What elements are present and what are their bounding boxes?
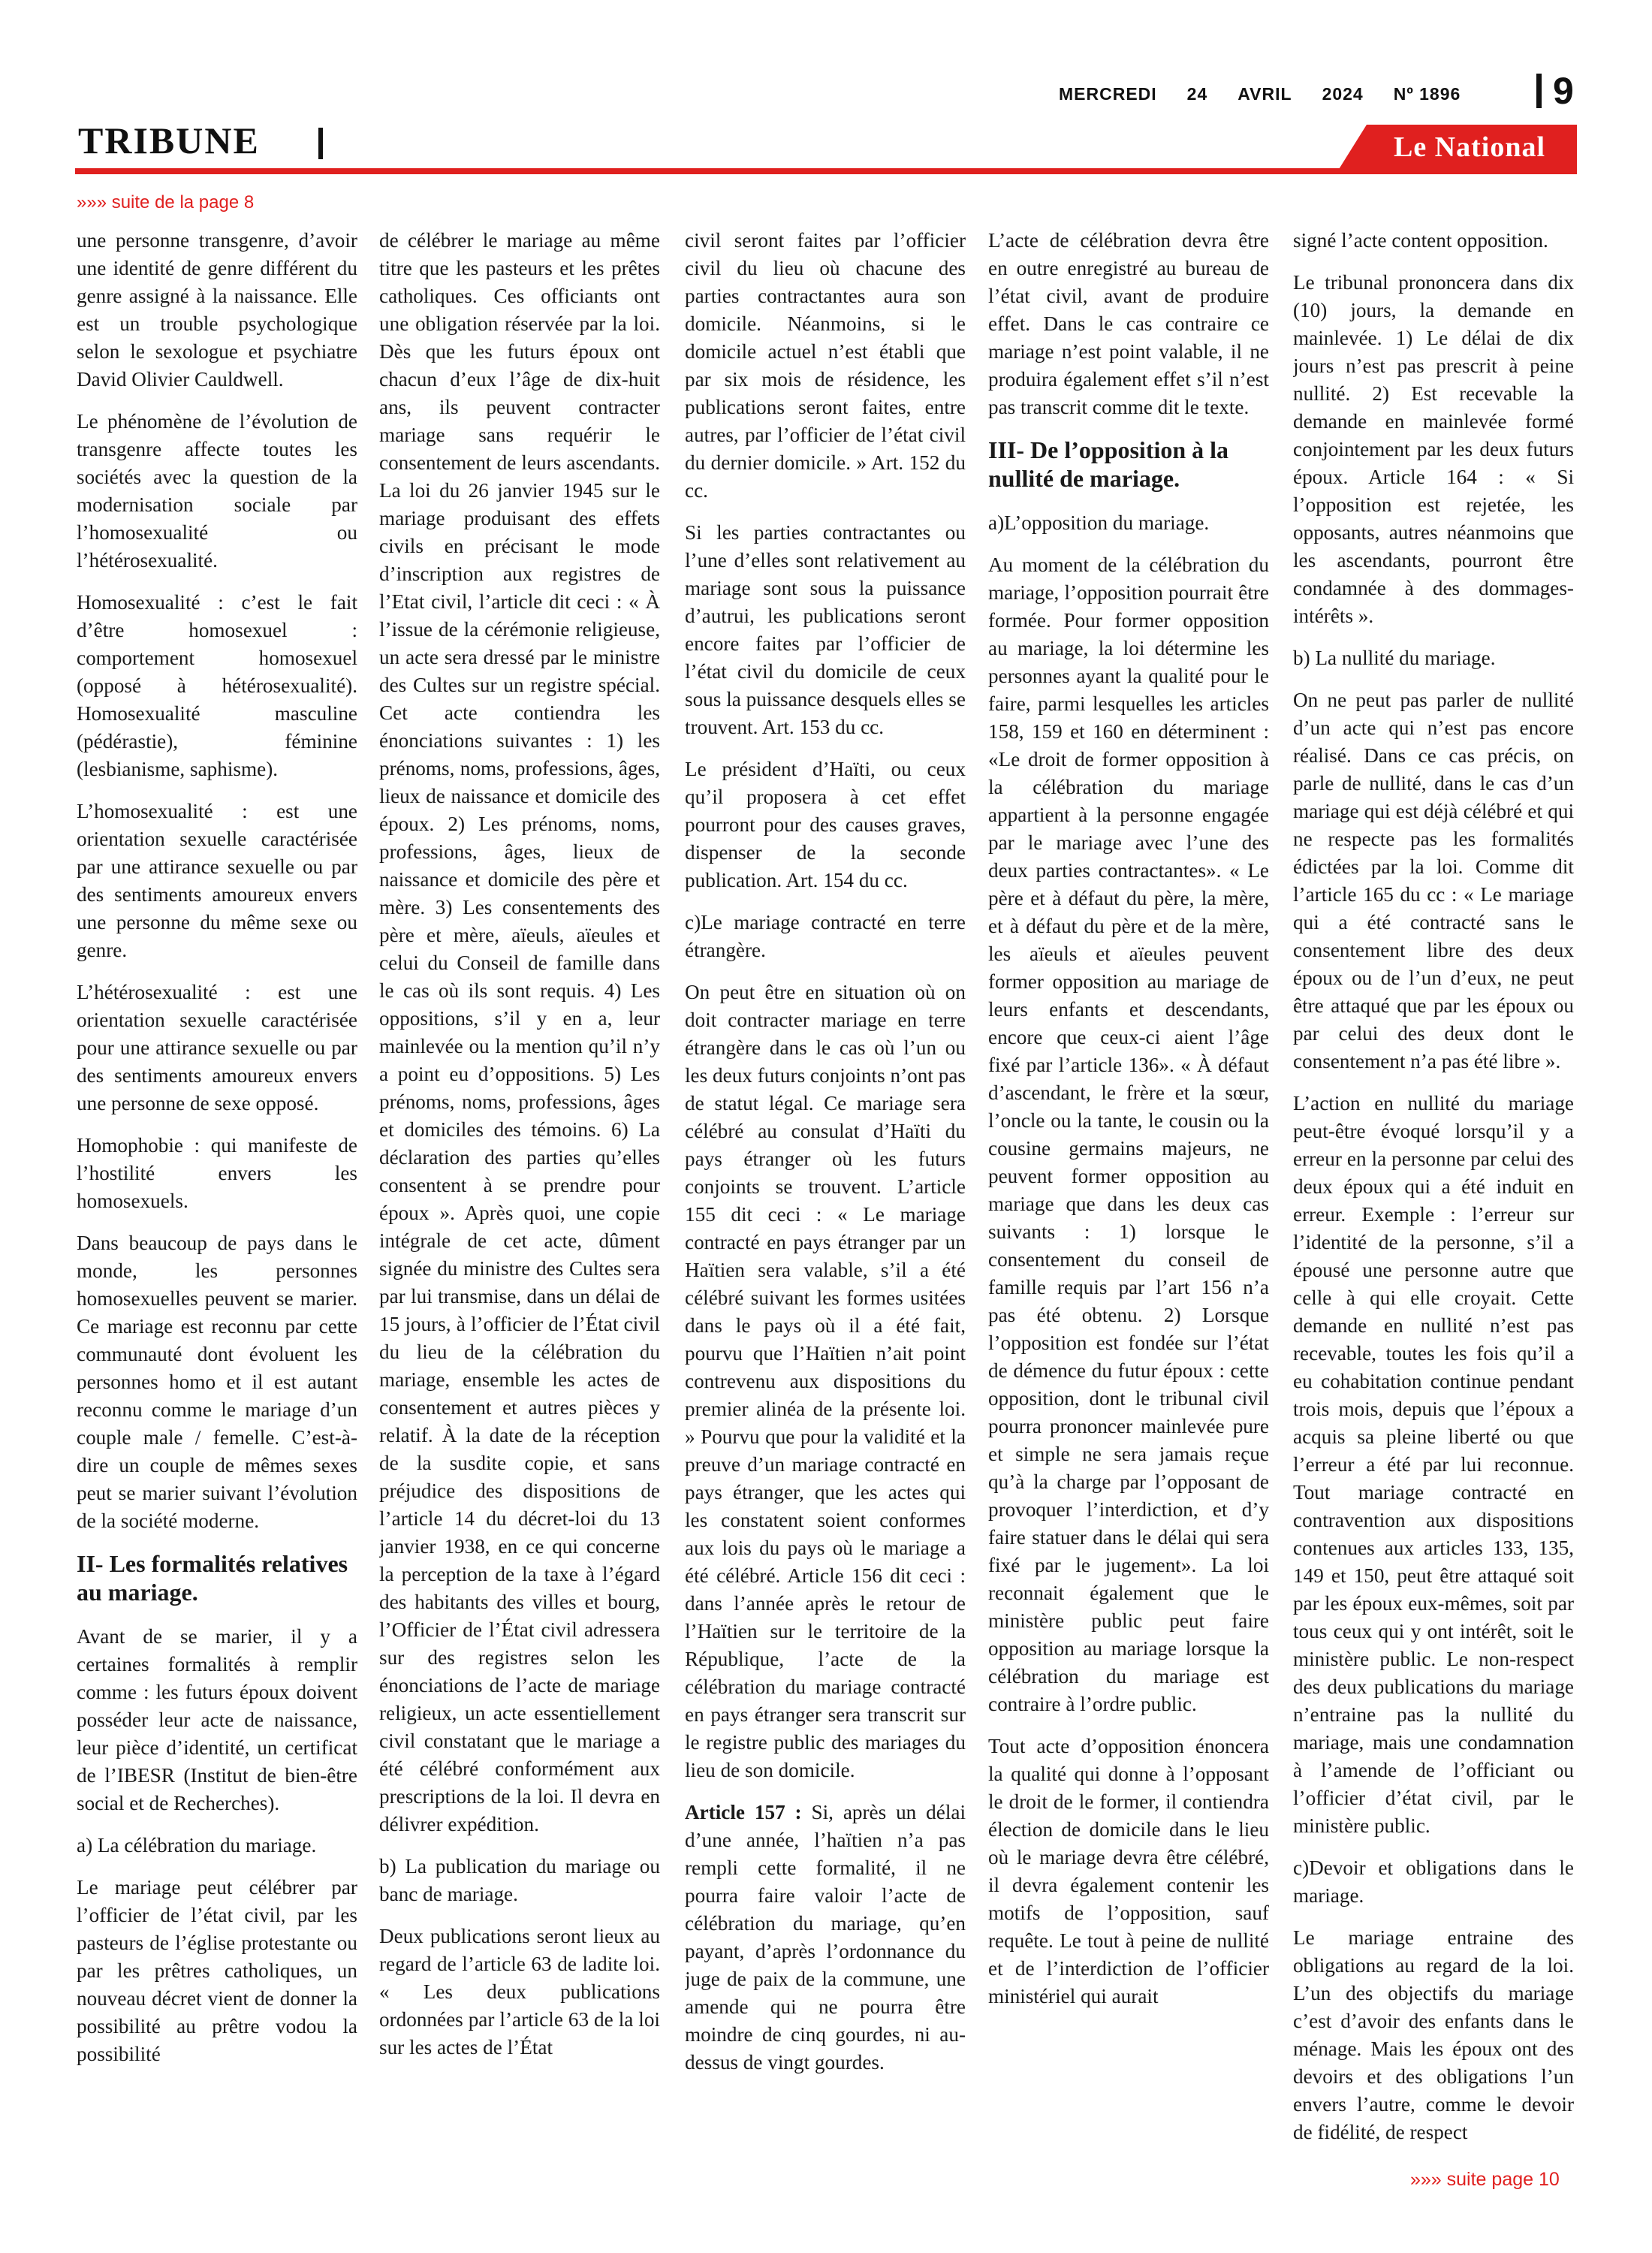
paragraph: signé l’acte content opposition. <box>1293 229 1548 252</box>
section-divider <box>318 128 323 159</box>
paragraph: Au moment de la célébration du mariage, l’opposition pourrait être formée. Pour former opposition au mariage, la loi détermine les personnes ayant la qualité pour le faire, parmi lesquelles les articles 158, 159 et 160 en déterminent : «Le droit de former opposition à la célébration du mariage appartient à la personne engagée par le mariage avec l’une des deux parties contractantes». « Le père et à défaut du père, la mère, et à défaut du père et de la mère, les aïeuls et aïeules peuvent former opposition au mariage de leurs enfants et descendants, encore que ceux-ci aient l’âge fixé par l’article 136». « À défaut d’ascendant, le frère et la sœur, l’oncle ou la tante, le cousin ou la cousine germains majeurs, ne peuvent former opposition au mariage que dans les deux cas suivants : 1) lorsque le consentement du conseil de famille requis par l’art 156 n’a pas été obtenu. 2) Lorsque l’opposition est fondée sur l’état de démence du futur époux : cette opposition, dont le tribunal civil pourra prononcer mainlevée pure et simple ne sera jamais reçue qu’à la charge par l’opposant de provoquer l’interdiction, et d’y faire statuer dans le délai qui sera fixé par le jugement». La loi reconnait également que le ministère public peut faire opposition au mariage lorsque la célébration du mariage est contraire à l’ordre public. <box>988 553 1269 1715</box>
paragraph: Avant de se marier, il y a certaines formalités à remplir comme : les futurs époux doivent posséder leur acte de naissance, leur pièce d’identité, un certificat de l’IBESR (Institut de bien-être social et de Recherches). <box>77 1625 357 1814</box>
paragraph: b) La nullité du mariage. <box>1293 647 1496 669</box>
paragraph: une personne transgenre, d’avoir une identité de genre différent du genre assigné à la naissance. Elle est un trouble psychologique selon le sexologue et psychiatre David Olivier Cauldwell. <box>77 229 357 391</box>
subheading: III- De l’opposition à la nullité de mariage. <box>988 436 1229 492</box>
subheading: II- Les formalités relatives au mariage. <box>77 1550 348 1606</box>
article-column-2 <box>379 227 660 2161</box>
paragraph <box>685 1799 966 2077</box>
paragraph: b) La publication du mariage ou banc de mariage. <box>379 1855 660 1905</box>
continued-from-link[interactable]: »»» suite de la page 8 <box>77 192 255 213</box>
continued-on-link[interactable]: »»» suite page 10 <box>1410 2169 1560 2190</box>
paragraph: Le président d’Haïti, ou ceux qu’il proposera à cet effet pourront pour des causes graves, dispenser de la seconde publication. Art. 154 du cc. <box>685 758 966 891</box>
issue-meta <box>1059 84 1491 104</box>
article-label: Article 157 : <box>685 1801 802 1823</box>
issue-month: AVRIL <box>1237 84 1292 104</box>
paragraph: Tout acte d’opposition énoncera la qualité qui donne à l’opposant le droit de le former, il contiendra élection de domicile dans le lieu où le mariage devra être célébré, il devra également contenir les motifs de l’opposition, sauf requête. Le tout à peine de nullité et de l’interdiction de l’officier ministériel qui aurait <box>988 1735 1269 2007</box>
paragraph: c)Devoir et obligations dans le mariage. <box>1293 1856 1574 1907</box>
paragraph: On peut être en situation où on doit contracter mariage en terre étrangère dans le cas où l’un ou les deux futurs conjoints n’ont pas de statut légal. Ce mariage sera célébré au consulat d’Haïti du pays étranger où les futurs conjoints se trouvent. L’article 155 dit ceci : « Le mariage contracté en pays étranger par un Haïtien sera valable, s’il a été célébré suivant les formes usitées dans le pays où il a été fait, pourvu que l’Haïtien n’ait point contrevenu aux dispositions du premier alinéa de la présente loi. » Pourvu que pour la validité et la preuve d’un mariage contracté en pays étranger, que les actes qui les constatent soient conformes aux lois du pays où le mariage a été célébré. Article 156 dit ceci : dans l’année après le retour de l’Haïtien sur le territoire de la République, l’acte de la célébration du mariage contracté en pays étranger sera transcrit sur le registre public des mariages du lieu de son domicile. <box>685 981 966 1781</box>
paragraph: Le tribunal prononcera dans dix (10) jours, la demande en mainlevée. 1) Le délai de dix jours n’est pas prescrit à peine nullité. 2) Est recevable la demande en mainlevée formé conjointement par les deux futurs époux. Article 164 : « Si l’opposition est rejetée, les opposants, autres néanmoins que les ascendants, pourront être condamnée à des dommages-intérêts ». <box>1293 271 1574 627</box>
paragraph: a)L’opposition du mariage. <box>988 511 1210 534</box>
paragraph: Le phénomène de l’évolution de transgenre affecte toutes les sociétés avec la question de la modernisation sociale par l’homosexualité ou l’hétérosexualité. <box>77 410 357 572</box>
issue-day: MERCREDI <box>1059 84 1157 104</box>
paragraph: Homosexualité : c’est le fait d’être homosexuel : comportement homosexuel (opposé à hétérosexualité). Homosexualité masculine (pédérastie), féminine (lesbianisme, saphisme). <box>77 591 357 780</box>
paragraph-text: Si, après un délai d’une année, l’haïtien n’a pas rempli cette formalité, il ne pourra faire valoir l’acte de célébration du mariage, qu’en payant, d’après l’ordonnance du juge de paix de la commune, une amende qui ne pourra être moindre de cinq gourdes, ni au-dessus de vingt gourdes. <box>685 1801 966 2074</box>
page-number: 9 <box>1553 70 1574 112</box>
paragraph: Le mariage entraine des obligations au regard de la loi. L’un des objectifs du mariage c’est d’avoir des enfants dans le ménage. Mais les époux ont des devoirs et des obligations l’un envers l’autre, comme le devoir de fidélité, de respect <box>1293 1926 1574 2143</box>
article-column-3 <box>685 227 966 2161</box>
section-title: TRIBUNE <box>78 119 260 161</box>
paragraph: c)Le mariage contracté en terre étrangère. <box>685 911 966 961</box>
paragraph: On ne peut pas parler de nullité d’un acte qui n’est pas encore réalisé. Dans ce cas précis, on parle de nullité, dans le cas d’un mariage qui est déjà célébré et qui ne respecte pas les formalités édictées par la loi. Comme dit l’article 165 du cc : « Le mariage qui a été contracté sans le consentement libre des deux époux ou de l’un d’eux, ne peut être attaqué que par les époux ou par celui des deux dont le consentement n’a pas été libre ». <box>1293 689 1574 1072</box>
issue-date: 24 <box>1186 84 1208 104</box>
paragraph: L’hétérosexualité : est une orientation sexuelle caractérisée pour une attirance sexuelle ou par des sentiments amoureux envers une personne de sexe opposé. <box>77 981 357 1114</box>
issue-number: Nº 1896 <box>1393 84 1461 104</box>
article-column-1 <box>77 227 357 2161</box>
brand-name: Le National <box>1393 131 1546 163</box>
paragraph: Si les parties contractantes ou l’une d’elles sont relativement au mariage sont sous la puissance d’autrui, les publications seront encore faites par l’officier de l’état civil du domicile de ceux sous la puissance desquels elles se trouvent. Art. 153 du cc. <box>685 521 966 738</box>
paragraph: civil seront faites par l’officier civil du lieu où chacune des parties contractantes aura son domicile. Néanmoins, si le domicile actuel n’est établi que par six mois de résidence, les publications seront faites, entre autres, par l’officier de l’état civil du dernier domicile. » Art. 152 du cc. <box>685 229 966 502</box>
paragraph: L’homosexualité : est une orientation sexuelle caractérisée par une attirance sexuelle ou par des sentiments amoureux envers une personne du même sexe ou genre. <box>77 800 357 961</box>
header-divider <box>1536 74 1542 108</box>
paragraph: de célébrer le mariage au même titre que les pasteurs et les prêtes catholiques. Ces officiants ont une obligation réservée par la loi. Dès que les futurs époux ont chacun d’eux l’âge de dix-huit ans, ils peuvent contracter mariage sans requérir le consentement de leurs ascendants. La loi du 26 janvier 1945 sur le mariage produisant des effets civils en précisant le mode d’inscription aux registres de l’Etat civil, l’article dit ceci : « À l’issue de la cérémonie religieuse, un acte sera dressé par le ministre des Cultes sur un registre spécial. Cet acte contiendra les énonciations suivantes : 1) les prénoms, noms, professions, âges, lieux de naissance et domicile des époux. 2) Les prénoms, noms, professions, âges, lieux de naissance et domicile des père et mère. 3) Les consentements des père et mère, aïeuls, aïeules et celui du Conseil de famille dans le cas où ils sont requis. 4) Les oppositions, s’il y en a, leur mainlevée ou la mention qu’il n’y a point eu d’oppositions. 5) Les prénoms, noms, professions, âges et domiciles des témoins. 6) La déclaration des parties qu’elles consentent à se prendre pour époux ». Après quoi, une copie intégrale de cet acte, dûment signée du ministre des Cultes sera par lui transmise, dans un délai de 15 jours, à l’officier de l’État civil du lieu de la célébration du mariage, ensemble les actes de consentement et autres pièces y relatif. À la date de la réception de la susdite copie, et sans préjudice des dispositions de l’article 14 du décret-loi du 13 janvier 1938, en ce qui concerne la perception de la taxe à l’égard des habitants des villes et bourg, l’Officier de l’État civil adressera sur des registres selon les énonciations de l’acte de mariage religieux, un acte essentiellement civil constatant que le mariage a été célébré conformément aux prescriptions de la loi. Il devra en délivrer expédition. <box>379 229 660 1835</box>
article-column-5 <box>1293 227 1574 2161</box>
paragraph: Le mariage peut célébrer par l’officier de l’état civil, par les pasteurs de l’église protestante ou par les prêtres catholiques, un nouveau décret vient de donner la possibilité au prêtre vodou la possibilité <box>77 1876 357 2065</box>
issue-year: 2024 <box>1322 84 1364 104</box>
paragraph: L’action en nullité du mariage peut-être évoqué lorsqu’il y a erreur en la personne par celui des deux époux qui a été induit en erreur. Exemple : l’erreur sur l’identité de la personne, s’il a épousé une personne autre que celle à qui elle croyait. Cette demande en nullité n’est pas recevable, toutes les fois qu’il a eu cohabitation continue pendant trois mois, depuis que l’époux a acquis sa pleine liberté ou que l’erreur a été par lui reconnue. Tout mariage contracté en contravention aux dispositions contenues aux articles 133, 135, 149 et 150, peut être attaqué soit par les époux eux-mêmes, soit par tous ceux qui y ont intérêt, soit le ministère public. Le non-respect des deux publications du mariage n’entraine pas la nullité du mariage, mais une condamnation à l’amende de l’officiant ou l’officier d’état civil, par le ministère public. <box>1293 1092 1574 1837</box>
paragraph: Homophobie : qui manifeste de l’hostilité envers les homosexuels. <box>77 1134 357 1212</box>
paragraph: Deux publications seront lieux au regard de l’article 63 de ladite loi. « Les deux publications ordonnées par l’article 63 de la loi sur les actes de l’État <box>379 1925 660 2058</box>
paragraph: L’acte de célébration devra être en outre enregistré au bureau de l’état civil, avant de produire effet. Dans le cas contraire ce mariage n’est point valable, il ne produira également effet s’il n’est pas transcrit comme dit le texte. <box>988 229 1269 418</box>
paragraph: Dans beaucoup de pays dans le monde, les personnes homosexuelles peuvent se marier. Ce mariage est reconnu par cette communauté dont évoluent les personnes homo et il est autant reconnu comme le mariage d’un couple male / femelle. C’est-à-dire un couple de mêmes sexes peut se marier suivant l’évolution de la société moderne. <box>77 1232 357 1532</box>
article-column-4 <box>988 227 1269 2161</box>
paragraph: a) La célébration du mariage. <box>77 1834 317 1856</box>
